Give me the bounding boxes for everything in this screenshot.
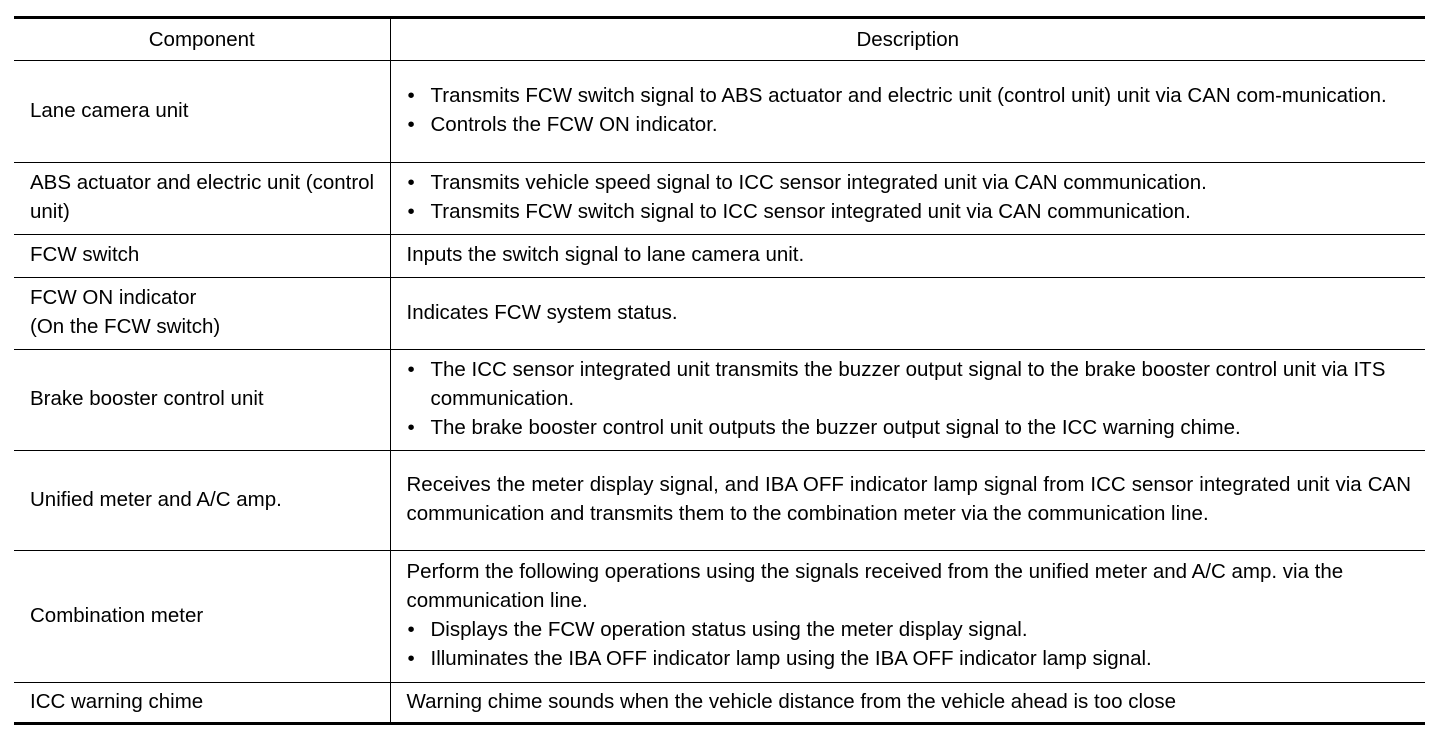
description-list: [407, 81, 1412, 139]
list-item: • The brake booster control unit outputs the buzzer output signal to the ICC warning chime.: [407, 413, 1412, 442]
table-header: [14, 18, 1425, 61]
table-row: [14, 278, 1425, 350]
description-list: [407, 355, 1412, 442]
component-cell: Brake booster control unit: [14, 350, 390, 451]
description-list: [407, 168, 1412, 226]
description-list: [407, 615, 1412, 673]
description-cell: Inputs the switch signal to lane camera unit.: [390, 235, 1425, 278]
description-cell: [390, 350, 1425, 451]
component-cell: FCW switch: [14, 235, 390, 278]
table-row: [14, 61, 1425, 163]
header-row: [14, 18, 1425, 61]
component-cell: ABS actuator and electric unit (control unit): [14, 163, 390, 235]
header-description: Description: [856, 28, 960, 51]
list-item: • Controls the FCW ON indicator.: [407, 110, 1412, 139]
table-row: [14, 163, 1425, 235]
table-row: [14, 350, 1425, 451]
table-body: [14, 61, 1425, 724]
list-item: • Illuminates the IBA OFF indicator lamp using the IBA OFF indicator lamp signal.: [407, 644, 1412, 673]
component-line: (On the FCW switch): [30, 315, 221, 338]
table-row: [14, 683, 1425, 724]
description-cell: [390, 61, 1425, 163]
table-row: [14, 451, 1425, 551]
description-cell: Warning chime sounds when the vehicle distance from the vehicle ahead is too close: [390, 683, 1425, 724]
description-cell: [390, 551, 1425, 683]
component-cell: Unified meter and A/C amp.: [14, 451, 390, 551]
list-item: • The ICC sensor integrated unit transmits the buzzer output signal to the brake booster control unit via ITS communication.: [407, 355, 1412, 413]
component-cell: [14, 278, 390, 350]
component-cell: Lane camera unit: [14, 61, 390, 163]
table-row: [14, 551, 1425, 683]
description-cell: Receives the meter display signal, and IBA OFF indicator lamp signal from ICC sensor integrated unit via CAN communication and transmits them to the combination meter via the communication line.: [390, 451, 1425, 551]
description-intro: Perform the following operations using the signals received from the unified meter and A/C amp. via the communication line.: [406, 560, 1344, 612]
component-line: FCW ON indicator: [30, 286, 197, 309]
component-cell: ICC warning chime: [14, 683, 390, 724]
table-row: [14, 235, 1425, 278]
list-item: • Transmits vehicle speed signal to ICC sensor integrated unit via CAN communication.: [407, 168, 1412, 197]
header-component: Component: [14, 18, 390, 61]
component-cell: Combination meter: [14, 551, 390, 683]
list-item: • Transmits FCW switch signal to ABS actuator and electric unit (control unit) unit via CAN com-munication.: [407, 81, 1412, 110]
description-cell: [390, 163, 1425, 235]
list-item: • Displays the FCW operation status using the meter display signal.: [407, 615, 1412, 644]
description-cell: Indicates FCW system status.: [390, 278, 1425, 350]
component-description-table: [14, 16, 1425, 725]
list-item: • Transmits FCW switch signal to ICC sensor integrated unit via CAN communication.: [407, 197, 1412, 226]
